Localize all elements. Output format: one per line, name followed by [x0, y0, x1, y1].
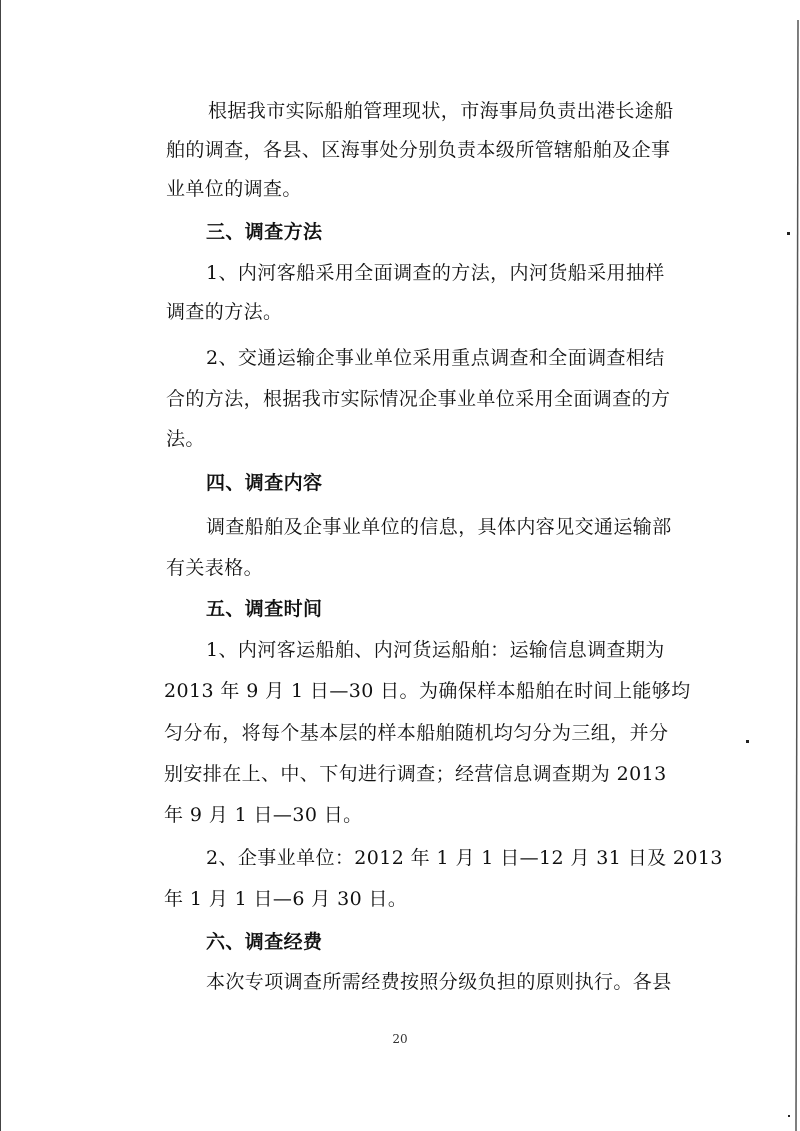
paragraph-6-line-2: 年 1 月 1 日—6 月 30 日。 [164, 888, 408, 910]
paragraph-2-line-2: 调查的方法。 [166, 301, 283, 323]
paragraph-4-line-2: 有关表格。 [166, 557, 264, 579]
paragraph-3-line-3: 法。 [166, 428, 205, 450]
section-heading-methods: 三、调查方法 [206, 221, 323, 243]
paragraph-1-line-1: 根据我市实际船舶管理现状，市海事局负责出港长途船 [208, 100, 674, 122]
paragraph-5-line-4: 别安排在上、中、下旬进行调查；经营信息调查期为 2013 [164, 763, 667, 785]
paragraph-5-line-3: 匀分布，将每个基本层的样本船舶随机均匀分为三组，并分 [164, 722, 669, 744]
scan-speck [788, 1115, 790, 1117]
page-number: 20 [392, 1032, 408, 1046]
paragraph-5-line-1: 1、内河客运船舶、内河货运船舶：运输信息调查期为 [206, 639, 665, 661]
scan-speck [746, 740, 749, 743]
paragraph-1-line-2: 舶的调查，各县、区海事处分别负责本级所管辖船舶及企事 [166, 139, 671, 161]
paragraph-7-line-1: 本次专项调查所需经费按照分级负担的原则执行。各县 [206, 971, 672, 993]
paragraph-3-line-2: 合的方法，根据我市实际情况企事业单位采用全面调查的方 [166, 388, 671, 410]
paragraph-4-line-1: 调查船舶及企事业单位的信息，具体内容见交通运输部 [206, 516, 672, 538]
scan-speck [787, 232, 790, 235]
paragraph-2-line-1: 1、内河客船采用全面调查的方法，内河货船采用抽样 [206, 262, 665, 284]
section-heading-funding: 六、调查经费 [206, 931, 323, 953]
paragraph-5-line-5: 年 9 月 1 日—30 日。 [164, 804, 363, 826]
paragraph-5-line-2: 2013 年 9 月 1 日—30 日。为确保样本船舶在时间上能够均 [164, 680, 691, 702]
paragraph-3-line-1: 2、交通运输企事业单位采用重点调查和全面调查相结 [206, 347, 665, 369]
section-heading-time: 五、调查时间 [206, 598, 323, 620]
section-heading-content: 四、调查内容 [206, 472, 323, 494]
paragraph-6-line-1: 2、企事业单位：2012 年 1 月 1 日—12 月 31 日及 2013 [206, 847, 723, 869]
paragraph-1-line-3: 业单位的调查。 [166, 178, 302, 200]
